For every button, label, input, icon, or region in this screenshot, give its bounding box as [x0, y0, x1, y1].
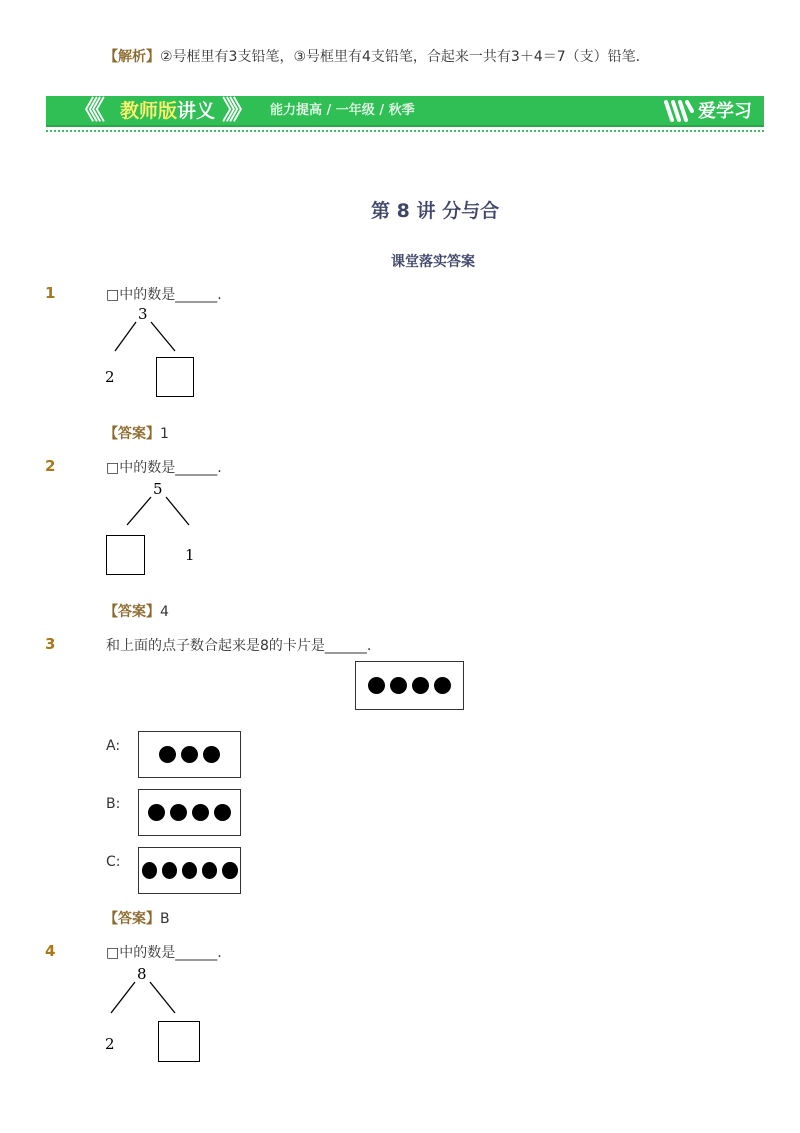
question-number: 1 — [45, 284, 56, 302]
banner-title-highlight: 教师版 — [120, 100, 178, 122]
dot — [390, 677, 407, 694]
answer-line — [104, 425, 169, 443]
answer-value: 1 — [160, 426, 169, 442]
dot — [203, 746, 220, 763]
dot — [412, 677, 429, 694]
dot — [368, 677, 385, 694]
bond-right-line — [166, 497, 189, 525]
dot — [142, 862, 157, 879]
bond-top-number: 5 — [153, 480, 163, 498]
dot — [192, 804, 209, 821]
question-prompt: 和上面的点子数合起来是8的卡片是______. — [106, 638, 372, 654]
bond-top-number: 8 — [137, 965, 147, 983]
banner-dotted-divider — [46, 130, 764, 132]
banner-breadcrumb: 能力提高 / 一年级 / 秋季 — [270, 103, 415, 118]
answer-label: 【答案】 — [104, 911, 160, 927]
dot — [214, 804, 231, 821]
explanation-label: 【解析】 — [104, 49, 160, 65]
section-title: 课堂落实答案 — [391, 254, 475, 270]
right-chevron-icon: 》》 — [222, 96, 250, 126]
option-c-label: C: — [106, 854, 121, 870]
option-b-label: B: — [106, 796, 121, 812]
number-bond-diagram — [100, 476, 210, 581]
question-number: 4 — [45, 942, 56, 960]
bond-blank-box — [106, 535, 145, 575]
answer-value: B — [160, 911, 170, 927]
dot — [159, 746, 176, 763]
logo-text: 爱学习 — [698, 101, 752, 122]
answer-line — [104, 910, 170, 928]
bond-blank-box — [158, 1021, 200, 1062]
bond-right-line — [150, 982, 175, 1013]
bond-top-number: 3 — [138, 305, 148, 323]
dot — [202, 862, 217, 879]
question-prompt: □中的数是______. — [106, 287, 222, 303]
bond-left-number: 2 — [105, 368, 115, 386]
explanation-line — [104, 48, 650, 66]
answer-label: 【答案】 — [104, 426, 160, 442]
option-a-card[interactable] — [138, 731, 241, 778]
bond-blank-box — [156, 357, 194, 397]
option-b-card[interactable] — [138, 789, 241, 836]
banner-title — [120, 96, 215, 126]
answer-value: 4 — [160, 604, 169, 620]
dot — [182, 862, 197, 879]
option-a-label: A: — [106, 738, 121, 754]
dot — [434, 677, 451, 694]
dot — [181, 746, 198, 763]
bond-left-line — [127, 497, 151, 525]
question-prompt: □中的数是______. — [106, 945, 222, 961]
bond-left-number: 2 — [105, 1035, 115, 1053]
banner-title-rest: 讲义 — [177, 100, 216, 122]
question-number: 2 — [45, 457, 56, 475]
number-bond-diagram — [100, 302, 210, 402]
dot — [148, 804, 165, 821]
lecture-title: 第 8 讲 分与合 — [371, 200, 500, 222]
number-bond-diagram — [100, 961, 210, 1066]
dot — [222, 862, 237, 879]
dot — [162, 862, 177, 879]
reference-dot-card — [355, 661, 464, 710]
option-c-card[interactable] — [138, 847, 241, 894]
bond-right-number: 1 — [185, 546, 195, 564]
left-chevron-icon: 《《 — [72, 96, 100, 126]
dot — [170, 804, 187, 821]
bond-left-line — [115, 322, 136, 351]
question-prompt: □中的数是______. — [106, 460, 222, 476]
answer-label: 【答案】 — [104, 604, 160, 620]
bond-right-line — [151, 322, 175, 351]
answer-line — [104, 603, 169, 621]
logo-icon — [664, 99, 694, 123]
question-number: 3 — [45, 635, 56, 653]
explanation-text: ②号框里有3支铅笔，③号框里有4支铅笔，合起来一共有3＋4＝7（支）铅笔． — [160, 49, 650, 65]
bond-left-line — [111, 982, 135, 1013]
